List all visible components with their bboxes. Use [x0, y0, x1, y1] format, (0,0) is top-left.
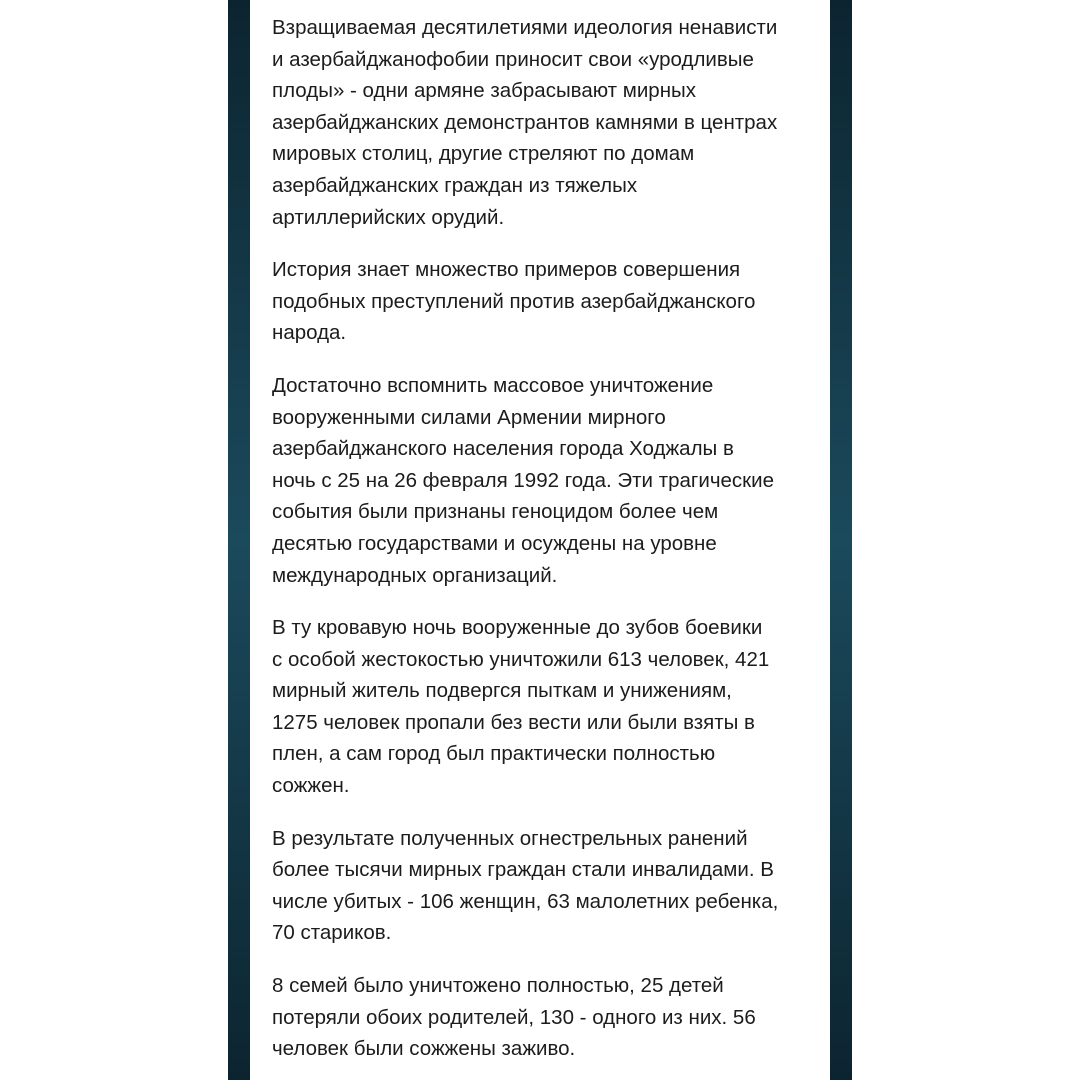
text-line: плен, а сам город был практически полностью: [272, 742, 716, 766]
paragraph-4: [272, 612, 817, 802]
text-line: вооруженными силами Армении мирного: [272, 405, 666, 429]
text-line: и азербайджанофобии приносит свои «уродливые: [272, 47, 754, 71]
text-line: В ту кровавую ночь вооруженные до зубов боевики: [272, 616, 763, 640]
paragraph-5: [272, 823, 817, 949]
text-line: 1275 человек пропали без вести или были взяты в: [272, 710, 755, 734]
article-page[interactable]: [250, 0, 830, 1080]
text-line: человек были сожжены заживо.: [272, 1037, 576, 1061]
text-line: плоды» - одни армяне забрасывают мирных: [272, 79, 697, 103]
frame-edge-left: [228, 0, 250, 1080]
text-line: Достаточно вспомнить массовое уничтожение: [272, 373, 714, 397]
paragraph-6: [272, 970, 817, 1065]
text-line: ночь с 25 на 26 февраля 1992 года. Эти трагические: [272, 468, 774, 492]
text-line: 70 стариков.: [272, 921, 392, 945]
text-line: артиллерийских орудий.: [272, 205, 505, 229]
text-line: потеряли обоих родителей, 130 - одного из них. 56: [272, 1005, 756, 1029]
text-line: В результате полученных огнестрельных ранений: [272, 826, 748, 850]
text-line: более тысячи мирных граждан стали инвалидами. В: [272, 858, 774, 882]
text-line: мировых столиц, другие стреляют по домам: [272, 142, 695, 166]
paragraph-2: [272, 254, 817, 349]
text-line: азербайджанских граждан из тяжелых: [272, 173, 638, 197]
text-line: подобных преступлений против азербайджанского: [272, 289, 756, 313]
frame-edge-right: [830, 0, 852, 1080]
text-line: числе убитых - 106 женщин, 63 малолетних ребенка,: [272, 889, 779, 913]
paragraph-3: [272, 370, 817, 591]
text-line: с особой жестокостью уничтожили 613 человек, 421: [272, 647, 770, 671]
text-line: азербайджанского населения города Ходжалы в: [272, 437, 734, 461]
text-line: 8 семей было уничтожено полностью, 25 детей: [272, 974, 724, 998]
text-line: международных организаций.: [272, 563, 558, 587]
text-line: сожжен.: [272, 774, 350, 798]
text-line: мирный житель подвергся пыткам и унижениям,: [272, 679, 732, 703]
text-line: десятью государствами и осуждены на уровне: [272, 531, 717, 555]
text-line: народа.: [272, 321, 347, 345]
text-line: события были признаны геноцидом более чем: [272, 500, 719, 524]
text-line: История знает множество примеров совершения: [272, 258, 741, 282]
paragraph-1: [272, 12, 817, 233]
text-line: Взращиваемая десятилетиями идеология ненависти: [272, 16, 778, 39]
article-body: [272, 12, 817, 1080]
text-line: азербайджанских демонстрантов камнями в центрах: [272, 110, 778, 134]
